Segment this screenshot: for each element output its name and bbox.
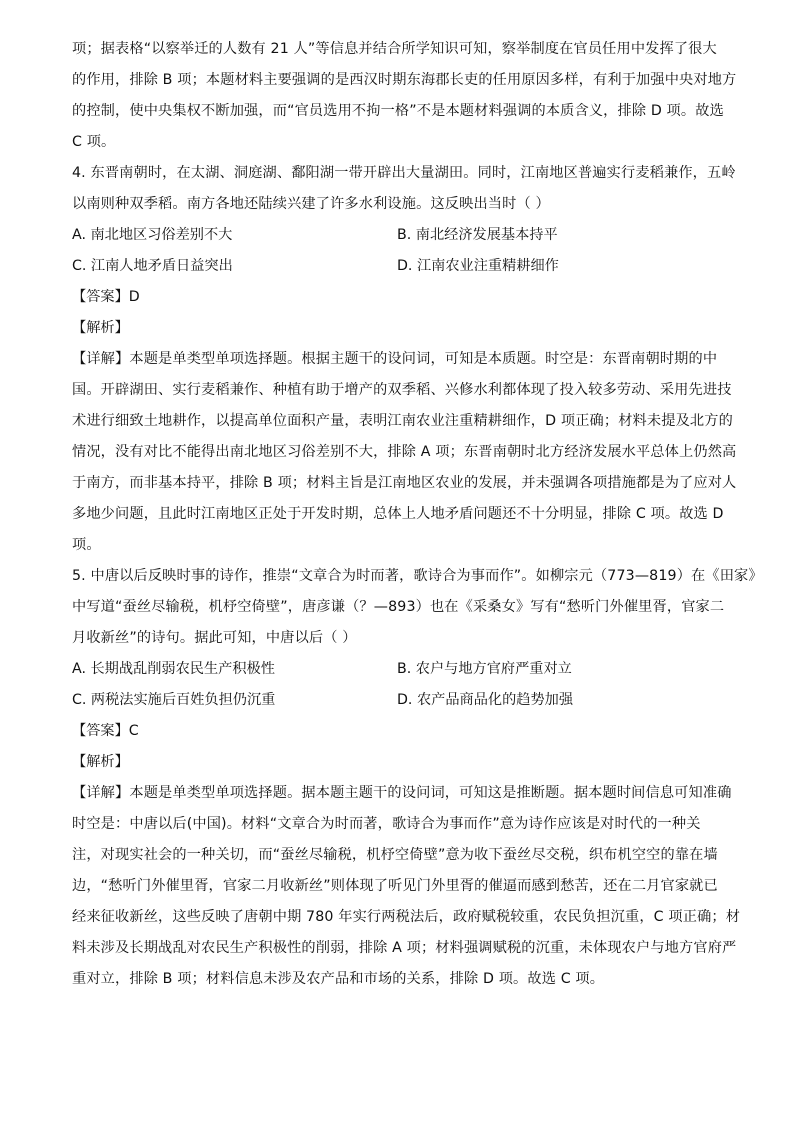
option-d: D. 江南农业注重精耕细作	[397, 258, 559, 274]
options-row	[72, 220, 722, 251]
text-line: 项；据表格“以察举迁的人数有 21 人”等信息并结合所学知识可知，察举制度在官员任用中发挥了很大	[72, 41, 717, 57]
option-d: D. 农产品商品化的趋势加强	[397, 692, 574, 708]
detail-line: 术进行细致土地耕作，以提高单位面积产量，表明江南农业注重精耕细作，D 项正确；材料未提及北方的	[72, 413, 733, 429]
answer-label: 【答案】D	[72, 289, 140, 305]
analysis-label: 【解析】	[72, 320, 129, 336]
option-c: C. 江南人地矛盾日益突出	[72, 258, 233, 274]
detail-line: 重对立，排除 B 项；材料信息未涉及农产品和市场的关系，排除 D 项。故选 C 项。	[72, 971, 605, 987]
question-4	[72, 158, 737, 561]
text-line: 的控制，使中央集权不断加强，而“官员选用不拘一格”不是本题材料强调的本质含义，排除 D 项。故选	[72, 103, 724, 119]
options-row	[72, 685, 722, 716]
document-page	[72, 34, 763, 995]
options-row	[72, 251, 722, 282]
detail-line: 注，对现实社会的一种关切，而“蚕丝尽输税，机杼空倚壁”意为收下蚕丝尽交税，织布机空空的靠在墙	[72, 847, 718, 863]
detail-line: 情况，没有对比不能得出南北地区习俗差别不大，排除 A 项；东晋南朝时北方经济发展水平总体上仍然高	[72, 444, 737, 460]
question-stem-line: 月收新丝”的诗句。据此可知，中唐以后（ ）	[72, 630, 357, 646]
question-stem-line: 中写道“蚕丝尽输税，机杼空倚壁”，唐彦谦（？—893）也在《采桑女》写有“愁听门外催里胥，官家二	[72, 599, 725, 615]
answer-label: 【答案】C	[72, 723, 139, 739]
detail-line: 国。开辟湖田、实行麦稻兼作、种植有助于增产的双季稻、兴修水利都体现了投入较多劳动、采用先进技	[72, 382, 732, 398]
option-b: B. 南北经济发展基本持平	[397, 227, 558, 243]
detail-line: 于南方，而非基本持平，排除 B 项；材料主旨是江南地区农业的发展，并未强调各项措施都是为了应对人	[72, 475, 737, 491]
question-stem-line: 5. 中唐以后反映时事的诗作，推崇“文章合为时而著，歌诗合为事而作”。如柳宗元（773—819）在《田家》	[72, 568, 763, 584]
analysis-label: 【解析】	[72, 754, 129, 770]
question-5	[72, 561, 763, 995]
detail-line: 【详解】本题是单类型单项选择题。据本题主题干的设问词，可知这是推断题。据本题时间信息可知准确	[72, 785, 732, 801]
question-stem-line: 以南则种双季稻。南方各地还陆续兴建了许多水利设施。这反映出当时（ ）	[72, 196, 550, 212]
detail-line: 项。	[72, 537, 101, 553]
options-row	[72, 654, 722, 685]
detail-line: 时空是：中唐以后(中国)。材料“文章合为时而著，歌诗合为事而作”意为诗作应该是对时代的一种关	[72, 816, 701, 832]
detail-line: 多地少问题，且此时江南地区正处于开发时期，总体上人地矛盾问题还不十分明显，排除 C 项。故选 D	[72, 506, 724, 522]
text-line: 的作用，排除 B 项；本题材料主要强调的是西汉时期东海郡长吏的任用原因多样，有利于加强中央对地方	[72, 72, 737, 88]
previous-question-explanation	[72, 34, 737, 158]
text-line: C 项。	[72, 134, 116, 150]
option-a: A. 南北地区习俗差别不大	[72, 227, 233, 243]
detail-line: 经来征收新丝，这些反映了唐朝中期 780 年实行两税法后，政府赋税较重，农民负担沉重，C 项正确；材	[72, 909, 741, 925]
detail-line: 边，“愁听门外催里胥，官家二月收新丝”则体现了听见门外里胥的催逼而感到愁苦，还在二月官家就已	[72, 878, 718, 894]
option-a: A. 长期战乱削弱农民生产积极性	[72, 661, 275, 677]
detail-line: 料未涉及长期战乱对农民生产积极性的削弱，排除 A 项；材料强调赋税的沉重，未体现农户与地方官府严	[72, 940, 737, 956]
question-stem-line: 4. 东晋南朝时，在太湖、洞庭湖、鄱阳湖一带开辟出大量湖田。同时，江南地区普遍实行麦稻兼作，五岭	[72, 165, 736, 181]
option-b: B. 农户与地方官府严重对立	[397, 661, 572, 677]
option-c: C. 两税法实施后百姓负担仍沉重	[72, 692, 276, 708]
detail-line: 【详解】本题是单类型单项选择题。根据主题干的设问词，可知是本质题。时空是：东晋南朝时期的中	[72, 351, 718, 367]
